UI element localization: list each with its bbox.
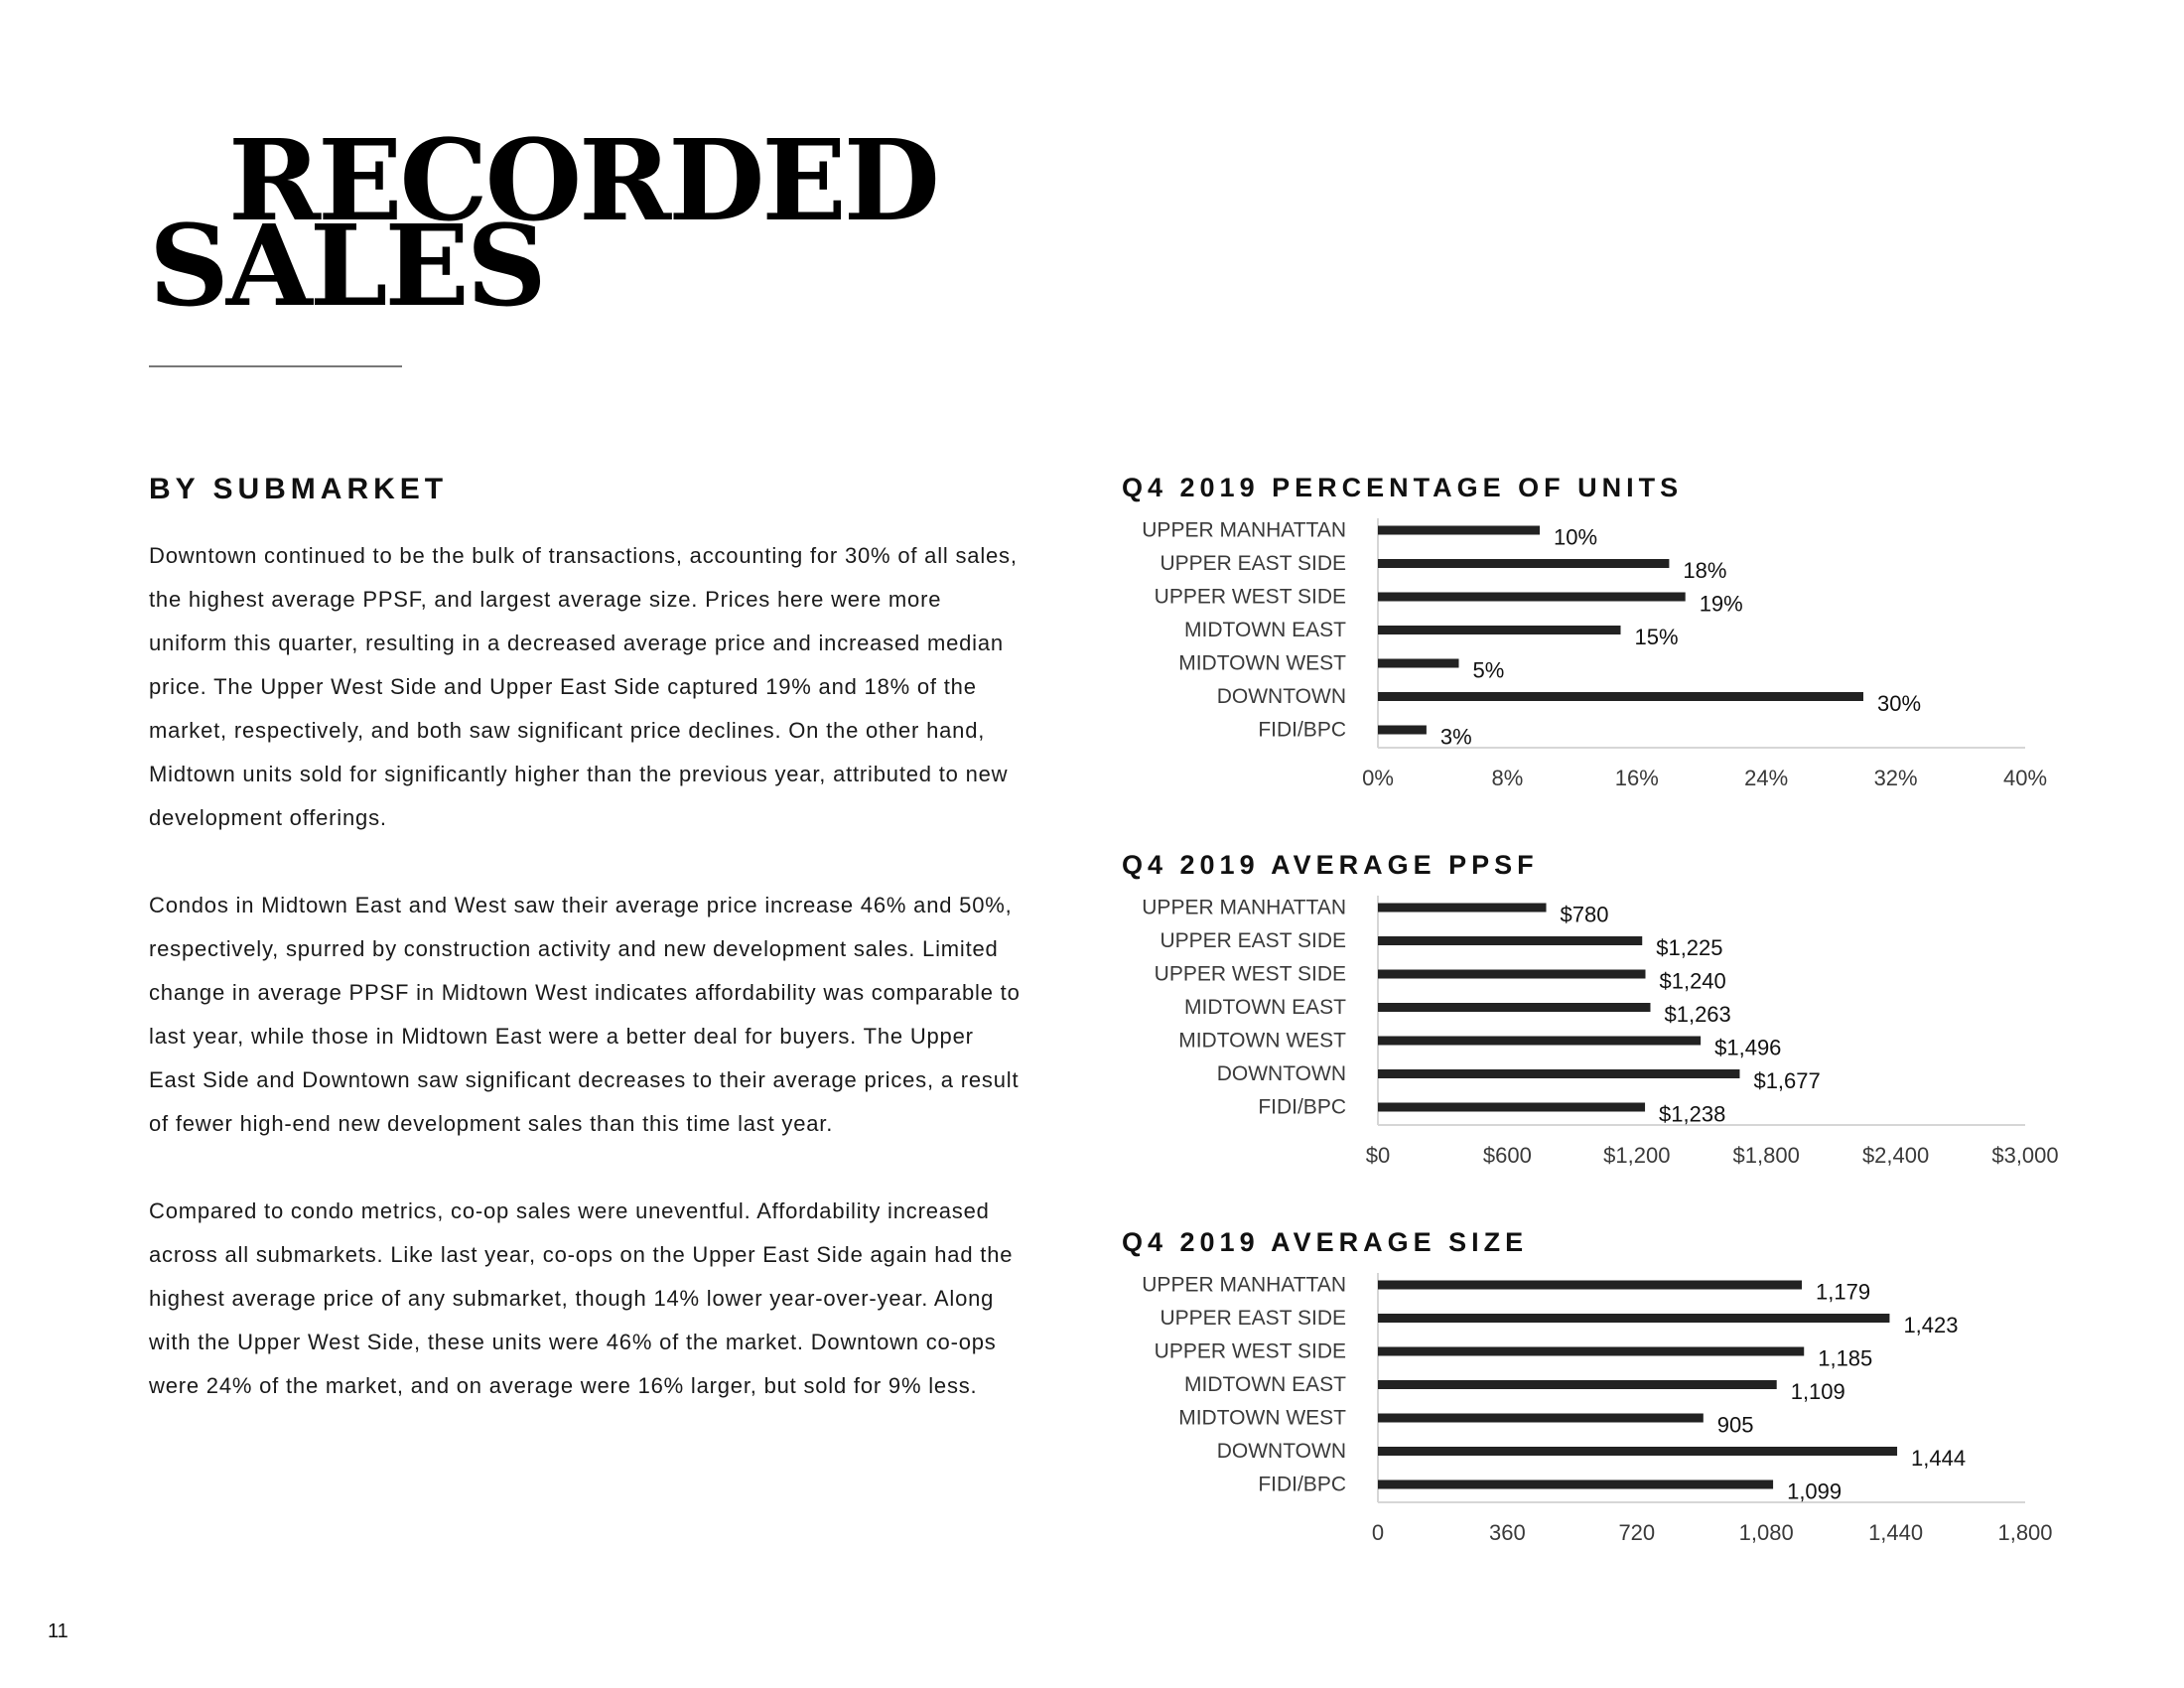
chart-title-size: Q4 2019 AVERAGE SIZE (1122, 1227, 1529, 1257)
data-label: $1,263 (1664, 1002, 1731, 1027)
tick-label: 0% (1362, 766, 1394, 790)
category-label: MIDTOWN EAST (1184, 1373, 1346, 1396)
data-label: $780 (1560, 902, 1609, 927)
bar (1378, 1380, 1777, 1389)
tick-label: 32% (1873, 766, 1918, 790)
data-label: 1,179 (1816, 1279, 1871, 1305)
chart-title-units: Q4 2019 PERCENTAGE OF UNITS (1122, 473, 1684, 502)
category-label: FIDI/BPC (1258, 1473, 1346, 1496)
category-label: FIDI/BPC (1258, 1095, 1346, 1119)
category-label: UPPER EAST SIDE (1160, 552, 1346, 575)
bar (1378, 626, 1621, 634)
tick-label: $2,400 (1861, 1143, 1930, 1168)
bar (1378, 659, 1459, 668)
category-label: MIDTOWN WEST (1178, 1406, 1346, 1430)
tick-label: 1,080 (1738, 1520, 1794, 1545)
data-label: 1,423 (1903, 1313, 1959, 1337)
bar (1378, 559, 1669, 568)
body-text (149, 534, 1023, 1452)
data-label: 10% (1554, 524, 1598, 550)
bar (1378, 1314, 1889, 1323)
section-title: BY SUBMARKET (149, 473, 449, 505)
tick-label: 8% (1491, 766, 1524, 790)
bar (1378, 1003, 1650, 1012)
category-label: DOWNTOWN (1216, 1440, 1346, 1463)
data-label: 15% (1634, 625, 1679, 649)
data-label: 18% (1683, 558, 1727, 583)
bar (1378, 936, 1642, 945)
page-title (149, 116, 937, 332)
category-label: UPPER WEST SIDE (1154, 585, 1346, 609)
data-label: $1,240 (1659, 968, 1726, 994)
data-label: 1,099 (1787, 1478, 1843, 1504)
bar (1378, 1281, 1802, 1290)
data-label: 1,444 (1911, 1446, 1967, 1471)
data-label: 1,109 (1790, 1379, 1845, 1404)
category-label: UPPER EAST SIDE (1160, 1307, 1346, 1330)
category-label: UPPER EAST SIDE (1160, 929, 1346, 952)
page-title-line-1: RECORDED (228, 116, 937, 246)
data-label: 19% (1699, 591, 1743, 617)
category-label: UPPER MANHATTAN (1142, 518, 1346, 542)
category-label: DOWNTOWN (1216, 685, 1346, 708)
tick-label: $0 (1365, 1143, 1391, 1168)
data-label: $1,496 (1714, 1035, 1782, 1060)
page-title-line-2: SALES (149, 202, 544, 332)
tick-label: 0 (1371, 1520, 1385, 1545)
data-label: 30% (1877, 691, 1922, 716)
paragraph-3: Compared to condo metrics, co-op sales were uneventful. Affordability increased across all submarkets. Like last year, co-ops on the Upper East Side again had the highest average price of any submarket, though 14% lower year-over-year. Along with the Upper West Side, these units were 46% of the market. Downtown co-ops were 24% of the market, and on average were 16% larger, but sold for 9% less. (149, 1198, 1014, 1398)
bar (1378, 1347, 1804, 1356)
data-label: 1,185 (1818, 1345, 1873, 1371)
bar (1378, 1037, 1701, 1046)
category-label: FIDI/BPC (1258, 718, 1346, 742)
category-label: UPPER WEST SIDE (1154, 1339, 1346, 1363)
tick-label: $1,800 (1732, 1143, 1800, 1168)
data-label: 5% (1472, 657, 1505, 683)
tick-label: 40% (2002, 766, 2048, 790)
page-number: 11 (48, 1620, 68, 1642)
category-label: MIDTOWN WEST (1178, 1029, 1346, 1053)
category-label: MIDTOWN EAST (1184, 619, 1346, 641)
chart-title-ppsf: Q4 2019 AVERAGE PPSF (1122, 850, 1539, 880)
chart-average-ppsf (1092, 892, 2085, 1190)
chart-percentage-of-units (1092, 514, 2085, 812)
bar (1378, 970, 1645, 979)
category-label: DOWNTOWN (1216, 1062, 1346, 1085)
bar (1378, 726, 1427, 735)
tick-label: 720 (1618, 1520, 1656, 1545)
data-label: $1,677 (1753, 1068, 1821, 1093)
bar (1378, 1414, 1704, 1423)
tick-label: 16% (1614, 766, 1659, 790)
bar (1378, 1447, 1897, 1456)
bar (1378, 1103, 1645, 1112)
paragraph-2: Condos in Midtown East and West saw their average price increase 46% and 50%, respectively, spurred by construction activity and new development sales. Limited change in average PPSF in Midtown West indicates affordability was comparable to last year, while those in Midtown East were a better deal for buyers. The Upper East Side and Downtown saw significant decreases to their average prices, a result of fewer high-end new development sales than this time last year. (149, 893, 1021, 1136)
title-divider (149, 365, 402, 367)
data-label: $1,225 (1656, 935, 1723, 960)
tick-label: 360 (1489, 1520, 1526, 1545)
data-label: $1,238 (1659, 1101, 1726, 1127)
paragraph-1: Downtown continued to be the bulk of transactions, accounting for 30% of all sales, the highest average PPSF, and largest average size. Prices here were more uniform this quarter, resulting in a decreased average price and increased median price. The Upper West Side and Upper East Side captured 19% and 18% of the market, respectively, and both saw significant price declines. On the other hand, Midtown units sold for significantly higher than the previous year, attributed to new development offerings. (149, 543, 1018, 830)
bar (1378, 692, 1863, 701)
bar (1378, 526, 1540, 535)
data-label: 3% (1439, 724, 1472, 750)
bar (1378, 1480, 1773, 1489)
data-label: 905 (1716, 1412, 1754, 1438)
tick-label: 1,800 (1997, 1520, 2053, 1545)
tick-label: $1,200 (1603, 1143, 1671, 1168)
bar (1378, 1069, 1739, 1078)
tick-label: $600 (1482, 1143, 1532, 1168)
tick-label: $3,000 (1991, 1143, 2059, 1168)
bar (1378, 593, 1686, 602)
category-label: MIDTOWN EAST (1184, 996, 1346, 1019)
tick-label: 1,440 (1868, 1520, 1924, 1545)
category-label: UPPER MANHATTAN (1142, 896, 1346, 919)
category-label: UPPER WEST SIDE (1154, 962, 1346, 986)
bar (1378, 904, 1547, 913)
chart-average-size (1092, 1269, 2085, 1567)
category-label: MIDTOWN WEST (1178, 651, 1346, 675)
tick-label: 24% (1744, 766, 1789, 790)
category-label: UPPER MANHATTAN (1142, 1273, 1346, 1297)
